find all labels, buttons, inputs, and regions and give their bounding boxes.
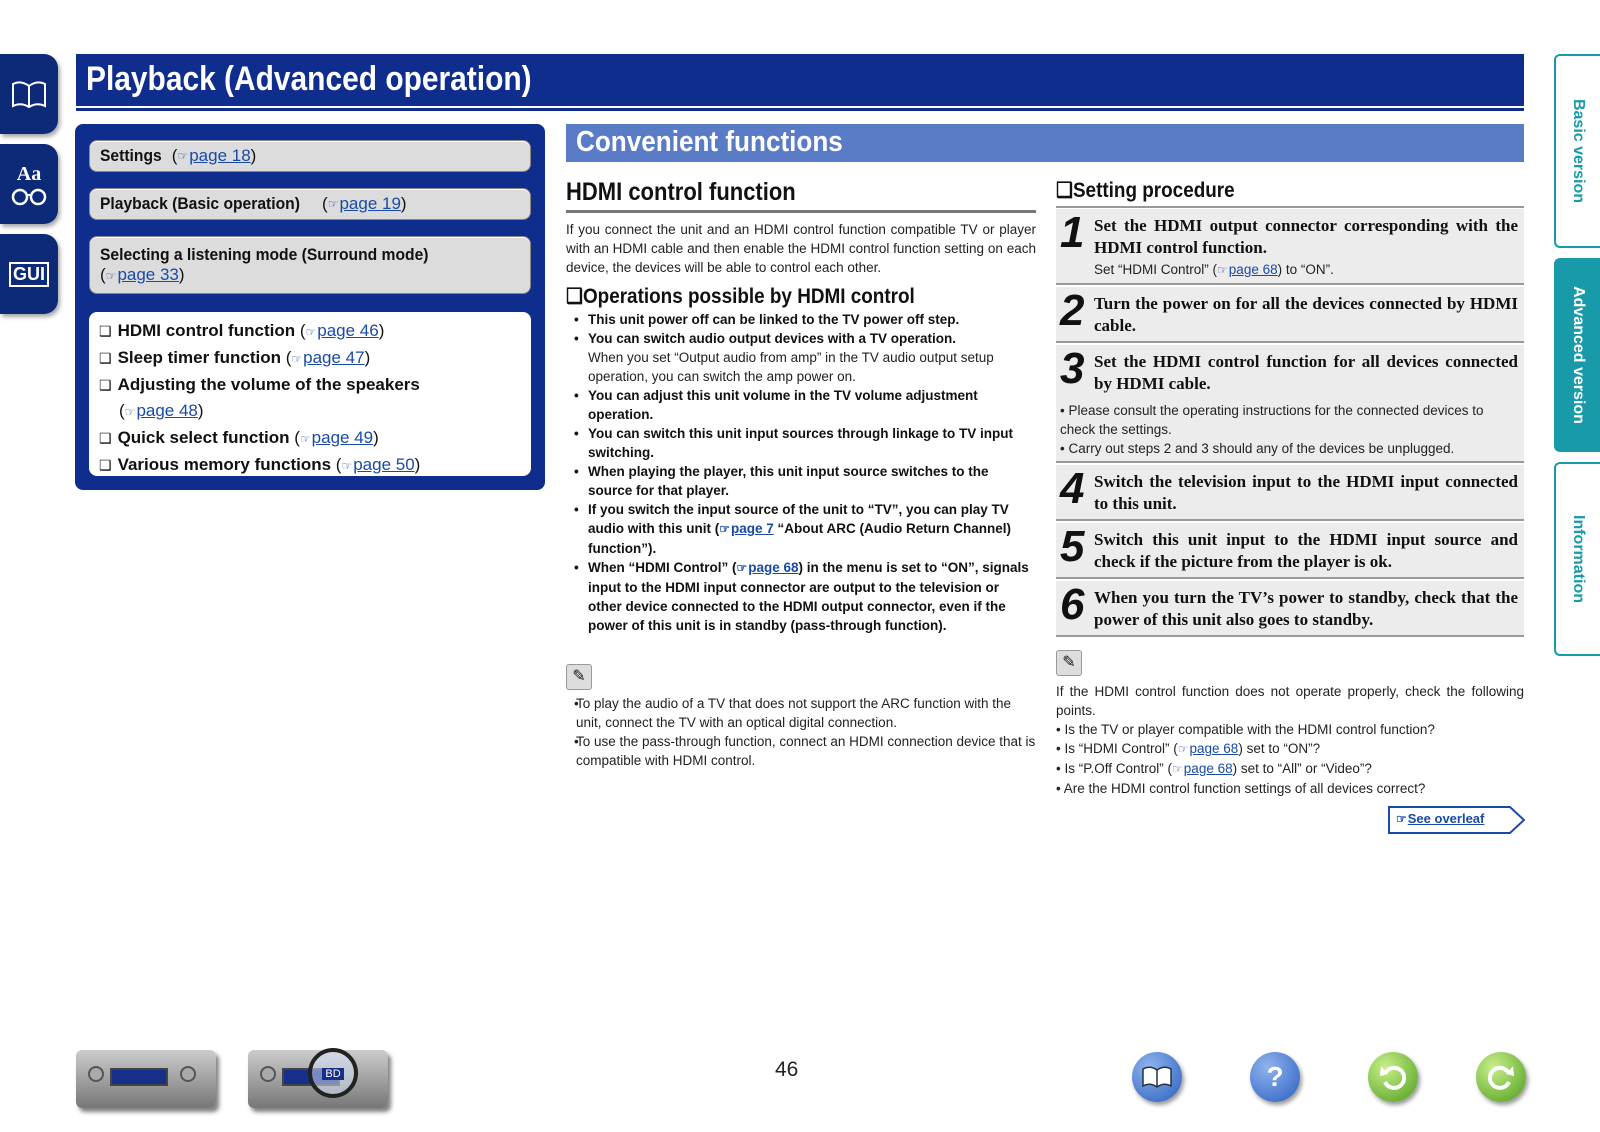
hand-pointer-icon: ☞ (291, 352, 303, 366)
trouble-text-b: ) set to “ON”? (1238, 741, 1321, 756)
bd-label: BD (322, 1068, 343, 1080)
nav-settings-button[interactable]: Settings ( ☞ page 18 ) (89, 140, 531, 172)
step-note: • Carry out steps 2 and 3 should any of the devices be unplugged. (1060, 441, 1455, 456)
hand-pointer-icon: ☞ (719, 522, 730, 536)
trouble-page-link[interactable]: page 68 (1183, 761, 1233, 776)
page-header (76, 54, 1524, 106)
nav-playback-basic-button[interactable]: Playback (Basic operation) ( ☞ page 19 ) (89, 188, 531, 220)
ops-list (566, 310, 1036, 635)
ops-pt-page-link[interactable]: page 68 (748, 560, 799, 575)
step-subtext (1094, 259, 1518, 281)
aa-glasses-icon (7, 154, 51, 214)
step-number: 3 (1060, 344, 1085, 393)
ops-arc-text-a: If you switch the input source of the unit to “TV”, you can play TV audio with this unit ( (588, 502, 1009, 536)
ops-item-text: You can switch audio output devices with a TV operation. (588, 331, 957, 346)
step-text: Switch the television input to the HDMI input connected to this unit. (1094, 472, 1518, 513)
nav-subitem-page[interactable]: (☞page 48) (119, 401, 204, 420)
checkbox-icon: ❑ (99, 430, 112, 446)
tab-label: Basic version (1570, 98, 1587, 204)
tab-label: Advanced version (1570, 286, 1587, 424)
step-number: 1 (1060, 208, 1085, 257)
checkbox-icon: ❑ (99, 377, 112, 393)
trouble-text: Are the HDMI control function settings of all devices correct? (1063, 781, 1426, 796)
gui-tab[interactable] (0, 234, 58, 314)
step-number: 4 (1060, 464, 1085, 513)
forward-button[interactable] (1476, 1052, 1526, 1102)
trouble-text: Is the TV or player compatible with the HDMI control function? (1064, 722, 1435, 737)
ops-arc-page-link[interactable]: page 7 (731, 521, 774, 536)
step-page-link[interactable]: page 68 (1228, 262, 1278, 277)
pencil-note-icon: ✎ (1056, 650, 1082, 676)
trouble-text-b: ) set to “All” or “Video”? (1232, 761, 1372, 776)
nav-panel (75, 124, 545, 490)
hand-pointer-icon: ☞ (736, 561, 748, 575)
step-sub-a: Set “HDMI Control” ( (1094, 262, 1218, 277)
ops-heading: ❑Operations possible by HDMI control (566, 285, 915, 308)
see-overleaf-button[interactable] (1388, 806, 1508, 832)
magnifier-icon (308, 1048, 358, 1098)
nav-subitem-label: Adjusting the volume of the speakers (117, 375, 420, 394)
hand-pointer-icon: ☞ (1177, 742, 1189, 756)
ops-pt-text-a: When “HDMI Control” ( (588, 560, 737, 575)
nav-subitem-label: HDMI control function (117, 321, 296, 340)
nav-subitem-page-link[interactable]: page 48 (136, 401, 198, 420)
step-text (1094, 215, 1518, 281)
nav-subitem-page-link[interactable]: page 46 (317, 321, 379, 340)
setup-rule (1056, 206, 1524, 208)
hand-pointer-icon: ☞ (105, 269, 117, 283)
trouble-text-a: Is “P.Off Control” ( (1064, 761, 1173, 776)
step-text: Switch this unit input to the HDMI input source and check if the picture from the player is ok. (1094, 530, 1518, 571)
nav-subitem-page-link[interactable]: page 49 (311, 428, 374, 447)
nav-listening-mode-page-link[interactable]: page 33 (117, 265, 179, 284)
nav-subitem-label: Various memory functions (117, 455, 332, 474)
nav-listening-mode-label: Selecting a listening mode (Surround mode) (100, 245, 429, 264)
setup-heading: ❑Setting procedure (1056, 179, 1235, 202)
tab-basic-version[interactable] (1554, 54, 1600, 248)
nav-playback-basic-page-link[interactable]: page 19 (339, 194, 401, 213)
hdmi-title: HDMI control function (566, 178, 796, 206)
hand-pointer-icon: ☞ (1217, 263, 1228, 277)
checkbox-icon: ❑ (99, 323, 112, 339)
pencil-note-icon: ✎ (566, 664, 592, 690)
device-knob (260, 1066, 276, 1082)
hand-pointer-icon: ☞ (305, 325, 317, 339)
checkbox-icon: ❑ (99, 350, 112, 366)
hand-pointer-icon: ☞ (299, 432, 311, 446)
manual-contents-tab[interactable] (0, 54, 58, 134)
remote-panel-button[interactable] (248, 1050, 388, 1108)
device-knob (88, 1066, 104, 1082)
nav-subitem[interactable] (99, 372, 521, 398)
tab-advanced-version[interactable] (1554, 258, 1600, 452)
help-icon: ? (1266, 1061, 1284, 1092)
device-display (110, 1068, 168, 1086)
nav-subitem[interactable]: ❑ Quick select function (☞page 49) (99, 428, 379, 447)
section-title: Convenient functions (576, 126, 843, 158)
nav-listening-mode-button[interactable]: Selecting a listening mode (Surround mode) (☞page 33) (89, 236, 531, 294)
ops-item-passthrough (566, 558, 1036, 635)
aa-label: Aa (16, 162, 42, 185)
hand-pointer-icon: ☞ (327, 197, 339, 211)
gui-label: GUI (9, 262, 49, 287)
ops-title: Operations possible by HDMI control (582, 285, 915, 308)
section-header (566, 124, 1524, 162)
nav-subitem[interactable]: ❑ HDMI control function (☞page 46) (99, 321, 385, 340)
page-number: 46 (775, 1058, 799, 1081)
nav-settings-label: Settings (100, 146, 162, 165)
step-number: 6 (1060, 580, 1085, 629)
ops-item-arc (566, 500, 1036, 558)
trouble-item: • Are the HDMI control function settings of all devices correct? (1056, 781, 1426, 796)
tab-information[interactable] (1554, 462, 1600, 656)
trouble-page-link[interactable]: page 68 (1189, 741, 1239, 756)
step-text: When you turn the TV’s power to standby, check that the power of this unit also goes to standby. (1094, 588, 1518, 629)
step-text: Set the HDMI control function for all devices connected by HDMI cable. (1094, 352, 1518, 393)
step-number: 5 (1060, 522, 1085, 571)
ops-item: • This unit power off can be linked to the TV power off step. (566, 310, 1036, 329)
header-underline (76, 108, 1524, 111)
checkbox-icon: ❑ (99, 457, 112, 473)
hand-pointer-icon: ☞ (124, 405, 136, 419)
back-button[interactable] (1368, 1052, 1418, 1102)
nav-subitem-page-link[interactable]: page 47 (303, 348, 365, 367)
note-item: • To play the audio of a TV that does not support the ARC function with the unit, connect the TV with an optical digital connection. (566, 694, 1036, 732)
ops-item: • When playing the player, this unit input source switches to the source for that player. (566, 462, 1036, 500)
step-text: Turn the power on for all the devices connected by HDMI cable. (1094, 294, 1518, 335)
hand-pointer-icon: ☞ (1172, 762, 1183, 776)
ops-item (566, 329, 1036, 386)
ops-item-note: When you set “Output audio from amp” in the TV audio output setup operation, you can switch the amp power on. (588, 350, 994, 384)
nav-settings-page-link[interactable]: page 18 (189, 146, 251, 165)
step-1 (1056, 209, 1524, 285)
trouble-item: • Is “P.Off Control” (☞page 68) set to “All” or “Video”? (1056, 761, 1372, 776)
step-3 (1056, 345, 1524, 401)
trouble-item: • Is “HDMI Control” (☞page 68) set to “ON”? (1056, 741, 1321, 756)
hand-pointer-icon: ☞ (1396, 812, 1407, 826)
ops-item: • You can adjust this unit volume in the TV volume adjustment operation. (566, 386, 1036, 424)
troubleshoot-list (1056, 682, 1524, 798)
note-item: • To use the pass-through function, connect an HDMI connection device that is compatible with HDMI control. (566, 732, 1036, 770)
step-note-text: Carry out steps 2 and 3 should any of the devices be unplugged. (1068, 441, 1455, 456)
ops-item: • You can switch this unit input sources through linkage to TV input switching. (566, 424, 1036, 462)
hand-pointer-icon: ☞ (341, 459, 353, 473)
step-6 (1056, 581, 1524, 637)
title-rule (566, 210, 1036, 213)
step-2 (1056, 287, 1524, 343)
step-text-main: Set the HDMI output connector corresponding with the HDMI control function. (1094, 216, 1518, 257)
nav-subitem-label: Quick select function (117, 428, 290, 447)
hand-pointer-icon: ☞ (177, 149, 189, 163)
step-note-text: Please consult the operating instructions for the connected devices to check the settings. (1060, 403, 1484, 437)
step-number: 2 (1060, 286, 1085, 335)
nav-subitem-label: Sleep timer function (117, 348, 281, 367)
nav-subitem-page-link[interactable]: page 50 (353, 455, 415, 474)
step-note: • Please consult the operating instructions for the connected devices to check the settings. (1060, 403, 1484, 437)
hdmi-notes-list (566, 694, 1036, 770)
step-5 (1056, 523, 1524, 579)
hdmi-intro: If you connect the unit and an HDMI control function compatible TV or player with an HDMI cable and then enable the HDMI control function setting on each device, the devices will be able to control each other. (566, 222, 1036, 275)
help-button[interactable] (1250, 1052, 1300, 1102)
trouble-text-a: Is “HDMI Control” ( (1064, 741, 1178, 756)
trouble-intro: If the HDMI control function does not operate properly, check the following points. (1056, 684, 1524, 718)
forward-icon (1486, 1062, 1516, 1092)
page-title: Playback (Advanced operation) (86, 60, 532, 98)
device-knob (180, 1066, 196, 1082)
nav-subitem[interactable]: ❑ Various memory functions (☞page 50) (99, 455, 421, 474)
step-sub-b: ) to “ON”. (1277, 262, 1334, 277)
front-panel-button[interactable] (76, 1050, 216, 1108)
step-3-notes (1056, 401, 1524, 463)
ops-pt-text-b: ) in the menu is set to “ON”, signals input to the HDMI input connector are output to the television or other device connected to the HDMI output connector, even if the power of this unit is in standby (pass-through function). (588, 560, 1029, 633)
nav-subitem[interactable]: ❑ Sleep timer function (☞page 47) (99, 348, 371, 367)
back-icon (1378, 1062, 1408, 1092)
see-overleaf-label: See overleaf (1407, 811, 1485, 826)
trouble-item: • Is the TV or player compatible with the HDMI control function? (1056, 722, 1435, 737)
gui-icon (7, 244, 51, 304)
setup-title: Setting procedure (1072, 179, 1235, 202)
tab-label: Information (1570, 515, 1587, 603)
contents-button[interactable] (1132, 1052, 1182, 1102)
nav-subitems-box (89, 312, 531, 476)
ops-arc-text-b: “About ARC (Audio Return Channel) function”). (588, 521, 1012, 556)
step-4 (1056, 465, 1524, 521)
nav-playback-basic-label: Playback (Basic operation) (100, 194, 300, 213)
book-icon (7, 64, 51, 124)
glossary-tab[interactable] (0, 144, 58, 224)
book-icon (1141, 1065, 1173, 1089)
